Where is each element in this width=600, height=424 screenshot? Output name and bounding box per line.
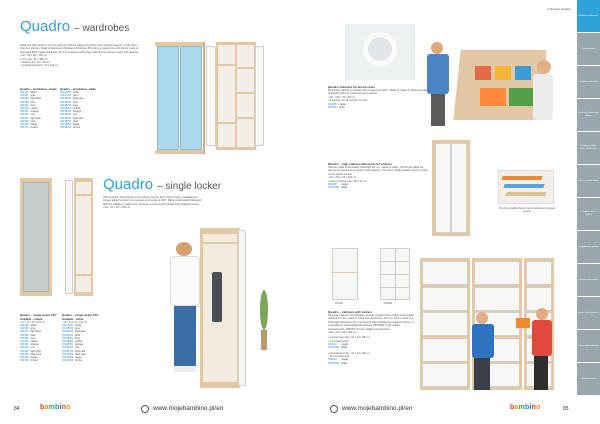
sidebar-tab[interactable]: Office, administration xyxy=(577,330,600,363)
product-variant: brown xyxy=(75,359,83,363)
product-code: 452370 xyxy=(20,126,29,130)
product-variant: yellow xyxy=(30,107,38,111)
product-code: 452460 xyxy=(20,340,29,344)
product-variant: yellow xyxy=(73,107,81,111)
globe-icon xyxy=(330,405,338,413)
product-code: 452480W xyxy=(62,327,74,331)
wardrobe-blue-image xyxy=(155,42,205,154)
sidebar-tab[interactable]: Game, toys, didactics xyxy=(577,297,600,330)
product-code: 452461 xyxy=(20,343,29,347)
product-code: 452379W xyxy=(60,94,72,98)
product-variant: maple xyxy=(341,358,349,362)
table-row xyxy=(60,126,86,129)
product-variant: grey xyxy=(30,94,36,98)
url-right[interactable]: www.mojebambino.pl/en xyxy=(342,405,413,412)
table-header: Quadro – wardrobes, white xyxy=(60,87,96,91)
product-code: 452388W xyxy=(60,123,72,127)
table-row xyxy=(328,362,350,365)
product-code: 452365 xyxy=(20,110,29,114)
product-code: 452009W xyxy=(328,186,340,190)
small-label-1: 460081 xyxy=(335,302,343,305)
product-variant: beige xyxy=(30,356,38,360)
product-variant: dark pink xyxy=(75,352,86,356)
product-code: 452386W xyxy=(60,116,72,120)
shelf-detail-image xyxy=(345,24,415,80)
sidebar-tab[interactable]: Playgrounds, garden xyxy=(577,231,600,264)
sidebar-tab[interactable]: Changing tables, Beds, Mattresses xyxy=(577,132,600,165)
locker-table-white xyxy=(62,313,99,362)
product-variant: red xyxy=(75,346,79,350)
table-note: • dim. 41 x 46 x 194 cm xyxy=(20,321,45,324)
product-code: 452362 xyxy=(20,103,29,107)
lockers-block xyxy=(328,310,414,365)
product-variant: light pink xyxy=(30,116,41,120)
category-sidebar xyxy=(577,0,600,396)
locker-door xyxy=(422,287,468,311)
product-code: 452010W xyxy=(328,346,340,350)
sidebar-tab[interactable]: Furniture collections xyxy=(577,0,600,33)
table-row xyxy=(20,359,43,362)
product-code: 452367 xyxy=(20,116,29,120)
product-variant: blue xyxy=(30,100,36,104)
product-code: 452486W xyxy=(62,346,74,350)
locker-door xyxy=(474,287,520,311)
product-code: 452381W xyxy=(60,100,72,104)
product-variant: white xyxy=(341,186,348,190)
product-code: 452378W xyxy=(60,91,72,94)
table-row xyxy=(20,126,43,129)
lockers-room-photo xyxy=(420,252,554,400)
sidebar-tab[interactable]: Cabinets Educational Bases xyxy=(577,99,600,132)
page-number-right: 85 xyxy=(563,406,569,412)
product-code: 452458 xyxy=(20,333,29,337)
product-variant: beige xyxy=(73,123,80,127)
product-variant: white xyxy=(341,346,348,350)
plant-image xyxy=(258,290,270,350)
sidebar-tab[interactable]: Chairs, stools, tables xyxy=(577,165,600,198)
product-code: 452380W xyxy=(60,97,72,101)
lockers-sub2: • compartment dim. 34 x 44 x 95 cm • 15 compartments xyxy=(328,351,370,359)
product-variant: red xyxy=(30,346,35,350)
product-code: 452383W xyxy=(60,107,72,111)
wardrobe-open-image xyxy=(206,42,264,150)
wardrobes-table-maple xyxy=(20,87,57,129)
product-code: 452462 xyxy=(20,346,29,350)
product-variant: light blue xyxy=(30,97,42,101)
product-variant: red xyxy=(73,113,77,117)
product-variant: lime xyxy=(73,103,78,107)
lockers-sub1: • compartment dim. 34 x 44 x 58 cm • 3 compartments xyxy=(328,336,370,343)
product-variant: light blue xyxy=(30,330,42,334)
product-variant: beige xyxy=(75,356,82,360)
product-variant: maple xyxy=(341,183,349,187)
product-variant: orange xyxy=(30,110,39,114)
sidebar-tab[interactable]: Sensory integration xyxy=(577,264,600,297)
table-header: Quadro – wardrobes, maple xyxy=(20,87,57,91)
locker-door xyxy=(422,312,468,336)
product-code: 452364 xyxy=(20,107,29,111)
product-code: 452361 xyxy=(20,94,29,98)
product-variant: orange xyxy=(30,343,39,347)
locker-door xyxy=(422,338,468,362)
product-variant: lime xyxy=(75,336,80,340)
lockers-description: Spacious cabinets with lockable storage compartments. Made of laminated chipboard in the maple or white tone (thickness: 18 mm). Doors made of a chipboard (thickness 18 mm) covered with durable thermoplastic veneer. It is possible to install additional shelves (2847990) in the middle compartments. 2846267 for the middle compartments • dim. 104 x 46 x 194 cm xyxy=(328,314,414,335)
product-variant: white xyxy=(30,91,37,94)
table-row xyxy=(328,106,348,109)
product-variant: maple xyxy=(341,343,349,347)
table-header: Quadro – single locker 180° xyxy=(62,313,99,317)
product-code: 452018W xyxy=(328,361,340,365)
product-variant: light pink xyxy=(75,349,86,353)
product-code: 452018 xyxy=(328,358,337,362)
product-variant: white xyxy=(341,361,348,365)
product-variant: orange xyxy=(73,110,82,114)
single-locker-title: Quadro – single locker xyxy=(103,176,222,193)
product-variant: blue xyxy=(30,333,36,337)
product-variant: yellow xyxy=(30,340,38,344)
locker-maple-image xyxy=(20,178,52,296)
wardrobes-table-white xyxy=(60,87,96,129)
product-code: 452369 xyxy=(20,123,29,127)
product-code: 452389W xyxy=(60,126,72,130)
table-row xyxy=(62,359,88,362)
locker-door xyxy=(422,261,468,285)
product-variant: white xyxy=(338,105,345,109)
product-variant: yellow xyxy=(75,340,83,344)
product-code: 452485 xyxy=(328,102,337,106)
locker-door xyxy=(422,363,468,387)
product-code: 452486 xyxy=(328,105,337,109)
product-variant: blue xyxy=(73,100,79,104)
cabinets-access-block xyxy=(328,85,438,109)
product-variant: white xyxy=(30,324,37,327)
product-code: 452466 xyxy=(20,359,29,363)
product-code: 452008 xyxy=(328,183,337,187)
product-variant: red xyxy=(30,113,35,117)
product-variant: brown xyxy=(73,126,81,130)
small-label-2: 460099 xyxy=(384,302,392,305)
pushout-header: Quadro – high cabinet with push-out shelves xyxy=(328,162,393,166)
table-header: Quadro – single locker 180° xyxy=(20,313,57,317)
product-code: 452464 xyxy=(20,352,29,356)
product-variant: grey xyxy=(73,94,79,98)
product-code: 452489W xyxy=(62,356,74,360)
locker-door xyxy=(474,261,520,285)
product-variant: pink xyxy=(73,119,78,123)
sidebar-tab[interactable]: Teaching aids xyxy=(577,33,600,66)
sidebar-tab[interactable]: Carpets, mats, spaces xyxy=(577,198,600,231)
product-code: 452481W xyxy=(62,330,74,334)
product-variant: blue xyxy=(75,333,81,337)
pushout-cabinet-image xyxy=(432,140,470,236)
product-code: 452387W xyxy=(60,119,72,123)
product-variant: light blue xyxy=(73,97,84,101)
product-code: 452488W xyxy=(62,352,74,356)
product-variant: orange xyxy=(75,343,84,347)
product-variant: maple xyxy=(338,102,346,106)
product-variant: light pink xyxy=(30,349,41,353)
children-cart-photo xyxy=(425,20,553,132)
product-variant: white xyxy=(75,324,82,327)
product-variant: grey xyxy=(30,327,36,331)
cabinets-access-header: Quadro Cabinets for accessories xyxy=(328,85,376,89)
page-number-left: 84 xyxy=(14,406,20,412)
pullout-shelves-image xyxy=(498,170,554,204)
table-subheader: lockable – maple xyxy=(20,317,43,321)
sidebar-tab[interactable]: Quadro wardrobes xyxy=(577,66,600,99)
product-code: 452455 xyxy=(20,324,29,327)
pushout-description: Cabinet made of laminated chipboard 18 mm, maple or white. The hinges allow the door to be opened at an angle of 180 degrees. The three middle shelves can be pulled out for easier access. • dim. 104 x 46 x 194 cm • pull-out shelves dim. 48 x 37 cm xyxy=(328,166,428,183)
locker-small-white-image xyxy=(332,248,358,300)
product-code: 452482W xyxy=(62,333,74,337)
locker-door xyxy=(526,261,552,285)
product-code: 452457 xyxy=(20,330,29,334)
product-code: 452382W xyxy=(60,103,72,107)
table-row xyxy=(328,346,350,349)
product-code: 452463 xyxy=(20,349,29,353)
lockers-header: Quadro – cabinets with lockers xyxy=(328,310,373,314)
product-code: 452385W xyxy=(60,113,72,117)
product-variant: brown xyxy=(30,126,38,130)
pushout-block xyxy=(328,162,428,189)
product-code: 452010 xyxy=(328,343,337,347)
pullout-caption: The three middle shelves can be pulled out for easier access xyxy=(498,207,556,213)
product-variant: pink xyxy=(30,119,36,123)
product-code: 452484W xyxy=(62,340,74,344)
product-variant: grey xyxy=(75,327,81,331)
product-variant: beige xyxy=(30,123,38,127)
table-subheader: lockable – white xyxy=(62,317,84,321)
wardrobes-description: Wardrobe with partition. On one side two shelves (upper and lower) and rail with hangers, on the other side four shelves. Made of laminated chipboard (thickness 18 mm) in a maple tone, with doors made of laminated MDF plates (thickness 18 mm) equipped with hinges allowing the doors to open 180 degrees. • dim. 90 x 60 x 194 cm • inner dim. 41 x 186 cm • shelves dim. 34 x 45 cm • compartments dim. 56 x 134 cm xyxy=(20,44,140,68)
table-row xyxy=(328,186,350,189)
product-variant: lime xyxy=(30,103,36,107)
locker-table-maple xyxy=(20,313,57,362)
url-left[interactable]: www.mojebambino.pl/en xyxy=(153,405,224,412)
wardrobes-title: Quadro – wardrobes xyxy=(20,18,130,35)
product-code: 452366 xyxy=(20,113,29,117)
table-note: • dim. 41 x 46 x 194 cm xyxy=(62,321,87,324)
product-code: 452459 xyxy=(20,336,29,340)
girl-locker-photo xyxy=(160,222,258,394)
product-variant: lime xyxy=(30,336,36,340)
locker-grid-white-image xyxy=(380,248,410,300)
bambino-logo-left: bambino xyxy=(40,404,71,411)
cabinets-access-description: Functional cabinet on wheels with a spacious interior. Made of maple or white laminated chipboard (18mm). Fitted with grey wheels. • dim. 100 x 70 x 66 cm • 3 shelves: 2x 33 and 30 cm wide xyxy=(328,89,429,103)
product-variant: dark pink xyxy=(30,352,42,356)
collection-header: Collection Quadro xyxy=(546,7,571,11)
product-code: 452479W xyxy=(62,324,74,327)
product-code: 452348 xyxy=(20,100,29,104)
product-variant: white xyxy=(73,91,80,94)
product-variant: brown xyxy=(30,359,38,363)
product-variant: light blue xyxy=(75,330,86,334)
product-code: 452485W xyxy=(62,343,74,347)
product-code: 452483W xyxy=(62,336,74,340)
product-code: 452487W xyxy=(62,349,74,353)
product-code: 452456 xyxy=(20,327,29,331)
product-variant: light pink xyxy=(73,116,84,120)
sidebar-tab[interactable]: Hygiene, health xyxy=(577,363,600,396)
locker-door xyxy=(526,287,552,311)
product-code: 452490W xyxy=(62,359,74,363)
product-code: 452359 xyxy=(20,97,29,101)
product-code: 452181 xyxy=(20,91,29,94)
product-code: 452465 xyxy=(20,356,29,360)
globe-icon xyxy=(141,405,149,413)
single-locker-description: Narrow locker with shelves at the bottom and top and a hook inside. Lockable door. Hinges allow the door to be opened at an angle of 180°. Made of laminated chipboard (18mm). Ideally in maple tone, doors are covered with durable thermoplastic veneer. • dim. 41 x 46 x 194 cm xyxy=(103,196,202,210)
product-code: 452368 xyxy=(20,119,29,123)
locker-open-image xyxy=(65,178,93,296)
bambino-logo-right: bambino xyxy=(510,404,541,411)
product-code: 452384W xyxy=(60,110,72,114)
